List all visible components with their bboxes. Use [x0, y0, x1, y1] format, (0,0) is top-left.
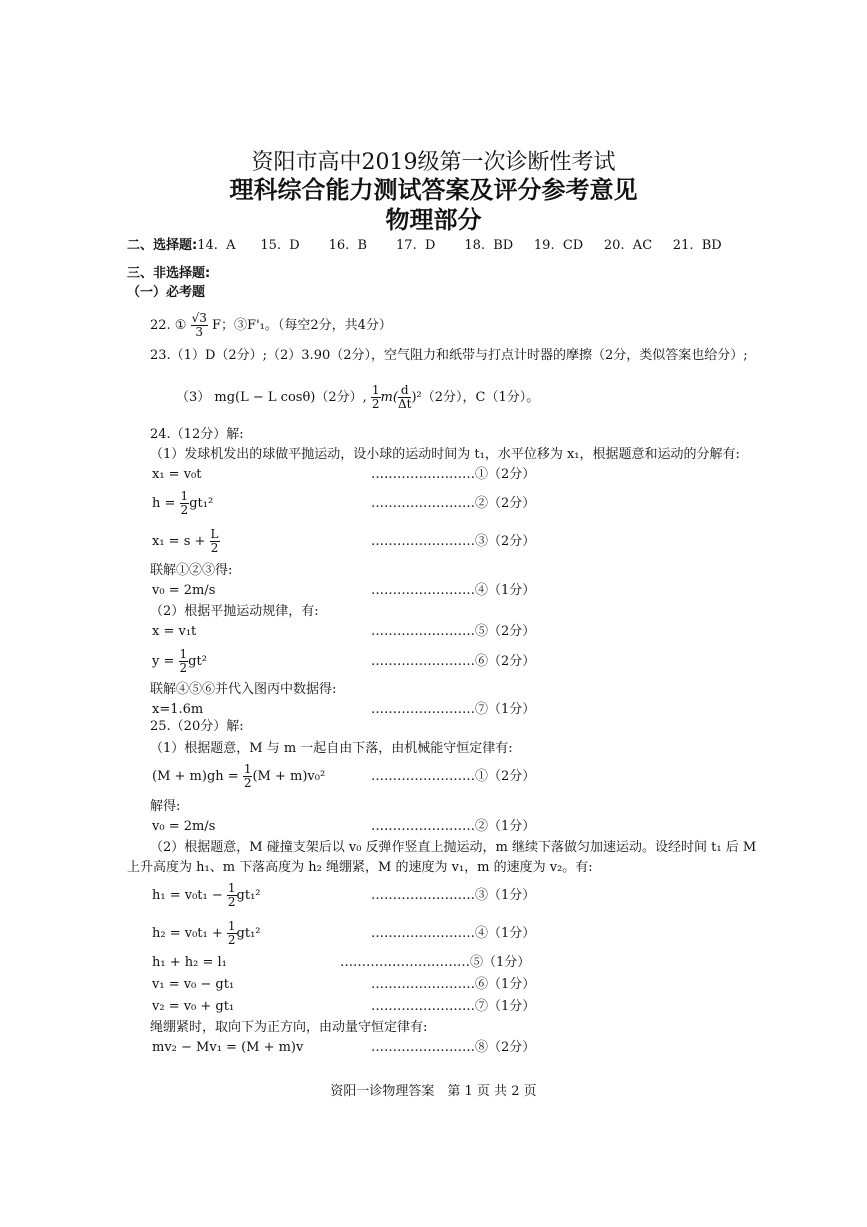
q25-eq4-pre: h₂ = v₀t₁ + [152, 926, 223, 941]
q25-eq4-post: gt₁² [236, 926, 261, 941]
q24-eq3-den: 2 [210, 541, 219, 555]
section3-sub: （一）必考题 [127, 285, 206, 300]
page-footer: 资阳一诊物理答案 第 1 页 共 2 页 [330, 1084, 537, 1099]
q25-eq3-half-num: 1 [227, 881, 236, 895]
q24-eq7-mark: ……………………⑦（1分） [371, 702, 536, 717]
q24-eq3-frac [210, 528, 220, 555]
q25-eq6-mark: ……………………⑥（1分） [371, 977, 536, 992]
q25-eq1-post: (M + m)v₀² [252, 769, 326, 784]
q25-eq2: v₀ = 2m/s [152, 819, 216, 834]
q24-eq6 [152, 642, 207, 682]
q23-line2c: )²（2分），C（1分）。 [411, 390, 540, 405]
section2-answers: 14. A 15. D 16. B 17. D 18. BD 19. CD 20. AC 21. BD [197, 238, 722, 253]
section2-row [127, 238, 722, 254]
doc-title-line3: 物理部分 [385, 206, 482, 234]
q24-eq3-mark: ……………………③（2分） [371, 534, 536, 549]
q25-eq5-mark: …………………………⑤（1分） [340, 955, 531, 970]
q24-eq1-mark: ……………………①（2分） [371, 467, 536, 482]
q24-eq7: x=1.6m [152, 702, 204, 717]
section2-label: 二、选择题: [127, 238, 198, 253]
doc-title-line2: 理科综合能力测试答案及评分参考意见 [229, 176, 638, 204]
q24-eq4-mark: ……………………④（1分） [371, 583, 536, 598]
q23-d-frac [398, 384, 412, 411]
q24-eq2-half-num: 1 [180, 489, 189, 503]
q23-line2a: （3） mg(L − L cosθ)（2分）, [176, 390, 367, 405]
q25-eq3-half [227, 882, 237, 909]
q23-line2 [176, 378, 539, 418]
q25-eq4 [152, 914, 261, 954]
q22-row [150, 306, 392, 346]
q25-eq1-half [243, 763, 253, 790]
q24-eq3-num: L [210, 527, 219, 541]
q25-eq4-half-num: 1 [227, 919, 236, 933]
doc-title-line1: 资阳市高中2019级第一次诊断性考试 [251, 150, 616, 175]
q25-eq3 [152, 876, 261, 916]
q25-part2-b: 上升高度为 h₁、m 下落高度为 h₂ 绳绷紧，M 的速度为 v₁，m 的速度为 v₂。有: [127, 860, 593, 875]
q23-line1: 23.（1）D（2分）;（2）3.90（2分），空气阻力和纸带与打点计时器的摩擦（2分，类似答案也给分）; [150, 348, 748, 363]
q25-eq7-mark: ……………………⑦（1分） [371, 999, 536, 1014]
q25-eq3-pre: h₁ = v₀t₁ − [152, 888, 223, 903]
q25-eq2-mark: ……………………②（1分） [371, 819, 536, 834]
q24-eq2-pre: h = [152, 496, 176, 511]
q25-eq7: v₂ = v₀ + gt₁ [152, 999, 235, 1014]
q24-join2: 联解④⑤⑥并代入图丙中数据得: [150, 682, 337, 697]
q24-eq2-post: gt₁² [189, 496, 214, 511]
q25-intro: （1）根据题意，M 与 m 一起自由下落，由机械能守恒定律有: [150, 741, 513, 756]
q22-after: F；③F'₁。（每空2分，共4分） [212, 318, 392, 333]
q24-eq5-mark: ……………………⑤（2分） [371, 624, 536, 639]
q25-eq1 [152, 757, 325, 797]
q22-frac-den: 3 [195, 325, 204, 339]
q22-frac-num: √3 [191, 311, 207, 325]
q23-half-den: 2 [371, 397, 380, 411]
q25-eq1-half-num: 1 [243, 762, 252, 776]
q23-half-num: 1 [371, 383, 380, 397]
q25-eq5: h₁ + h₂ = l₁ [152, 955, 227, 970]
q25-head: 25.（20分）解: [150, 719, 244, 734]
q24-intro: （1）发球机发出的球做平抛运动，设小球的运动时间为 t₁，水平位移为 x₁，根据题意和运动的分解有: [150, 447, 740, 462]
q25-eq4-mark: ……………………④（1分） [371, 926, 536, 941]
q23-d-num: d [398, 384, 412, 398]
q24-eq3 [152, 522, 220, 562]
q24-eq2-half-den: 2 [180, 503, 189, 517]
q24-eq1: x₁ = v₀t [152, 467, 202, 482]
q22-fraction [191, 312, 208, 339]
q25-eq3-mark: ……………………③（1分） [371, 888, 536, 903]
q24-eq2-mark: ……………………②（2分） [371, 496, 536, 511]
q23-d-den: Δt [397, 397, 412, 411]
q25-part2-a: （2）根据题意，M 碰撞支架后以 v₀ 反弹作竖直上抛运动，m 继续下落做匀加速运动。设经时间 t₁ 后 M [150, 840, 757, 855]
q23-half [371, 384, 381, 411]
q22-prefix: 22. ① [150, 318, 187, 333]
q25-eq1-pre: (M + m)gh = [152, 769, 239, 784]
q25-eq8-mark: ……………………⑧（2分） [371, 1040, 536, 1055]
q23-line2b: m( [380, 390, 398, 405]
q24-eq6-half [179, 648, 189, 675]
q25-eq1-mark: ……………………①（2分） [371, 769, 536, 784]
q24-part2: （2）根据平抛运动规律，有: [150, 604, 319, 619]
q24-eq2-half [180, 490, 190, 517]
q25-eq1-half-den: 2 [243, 776, 252, 790]
q24-eq6-pre: y = [152, 654, 175, 669]
q24-eq4: v₀ = 2m/s [152, 583, 216, 598]
q25-eq4-half [227, 920, 237, 947]
q24-eq5: x = v₁t [152, 624, 197, 639]
q25-eq4-half-den: 2 [227, 933, 236, 947]
q24-eq3-pre: x₁ = s + [152, 534, 206, 549]
q25-solve: 解得: [150, 799, 181, 814]
q24-eq2 [152, 484, 213, 524]
q24-eq6-post: gt² [188, 654, 207, 669]
q25-momentum: 绳绷紧时，取向下为正方向，由动量守恒定律有: [150, 1020, 428, 1035]
q24-eq6-half-num: 1 [179, 647, 188, 661]
q25-eq3-half-den: 2 [227, 895, 236, 909]
q24-eq6-mark: ……………………⑥（2分） [371, 654, 536, 669]
q25-eq3-post: gt₁² [236, 888, 261, 903]
q24-head: 24.（12分）解: [150, 427, 244, 442]
section3-label: 三、非选择题: [127, 266, 211, 281]
q24-join1: 联解①②③得: [150, 563, 233, 578]
q25-eq6: v₁ = v₀ − gt₁ [152, 977, 235, 992]
q25-eq8: mv₂ − Mv₁ = (M + m)v [152, 1040, 304, 1055]
q24-eq6-half-den: 2 [179, 661, 188, 675]
